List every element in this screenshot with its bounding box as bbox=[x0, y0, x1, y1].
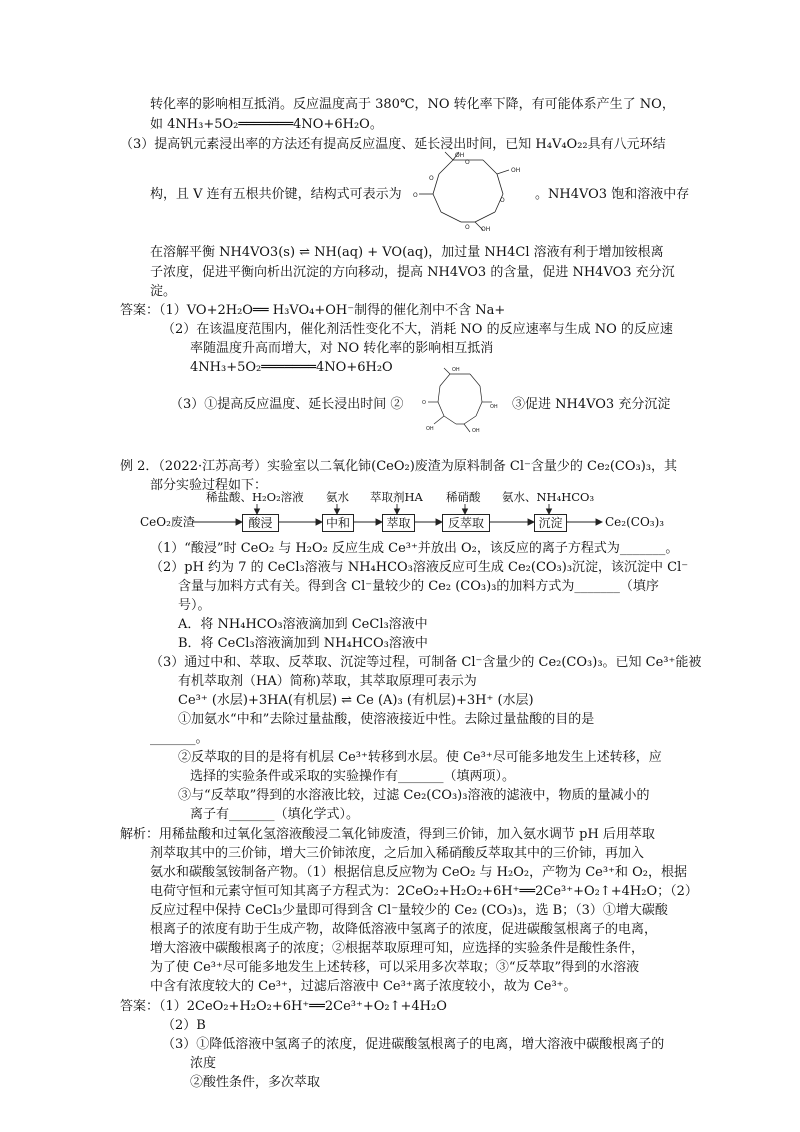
text-line: 子浓度，促进平衡向析出沉淀的方向移动，提高 NH4VO3 的含量，促进 NH4VO3 充分沉 bbox=[150, 265, 675, 280]
analysis-line: 增大溶液中碳酸根离子的浓度；②根据萃取原理可知，应选择的实验条件是酸性条件， bbox=[150, 941, 645, 956]
option-a: A．将 NH₄HCO₃溶液滴加到 CeCl₃溶液中 bbox=[178, 617, 428, 632]
ring-o-label: O bbox=[465, 224, 470, 231]
question-line: 号）。 bbox=[178, 598, 211, 613]
question-line: ②反萃取的目的是将有机层 Ce³⁺转移到水层。使 Ce³⁺尽可能多地发生上述转移，应 bbox=[178, 750, 662, 765]
flow-start-label: CeO₂废渣 bbox=[140, 515, 195, 529]
answer-line: 答案：（1）2CeO₂+H₂O₂+6H⁺══2Ce³⁺+O₂↑+4H₂O bbox=[120, 999, 447, 1014]
v4o12-ring-structure bbox=[420, 366, 500, 434]
text-line: 在溶解平衡 NH4VO3(s) ⇌ NH(aq) + VO(aq)，加过量 NH4Cl 溶液有利于增加铵根离 bbox=[150, 245, 664, 260]
flow-reagent: 氨水、NH₄HCO₃ bbox=[502, 490, 595, 504]
flow-step-box: 萃取 bbox=[382, 514, 415, 532]
question-line: 含量与加料方式有关。得到含 Cl⁻量较少的 Ce₂ (CO₃)₃的加料方式为_______（填序 bbox=[178, 579, 659, 594]
analysis-line: 反应过程中保持 CeCl₃少量即可得到含 Cl⁻量较少的 Ce₂ (CO₃)₃，选 B；（3）①增大碳酸 bbox=[150, 903, 668, 918]
analysis-line: 电荷守恒和元素守恒可知其离子方程式为：2CeO₂+H₂O₂+6H⁺══2Ce³⁺+O₂↑+4H₂O；（2） bbox=[150, 884, 698, 899]
question-line: 有机萃取剂（HA）简称)萃取，其萃取原理可表示为 bbox=[178, 674, 477, 689]
flow-reagent: 萃取剂HA bbox=[370, 490, 423, 504]
flow-reagent: 稀盐酸、H₂O₂溶液 bbox=[206, 490, 304, 504]
ring-oh-label: OH bbox=[426, 426, 434, 432]
flow-step-box: 中和 bbox=[322, 514, 354, 532]
text-line: 部分实验过程如下： bbox=[150, 478, 268, 493]
question-line: _______。 bbox=[150, 731, 209, 746]
answer-line: （2）在该温度范围内，催化剂活性变化不大，消耗 NO 的反应速率与生成 NO 的反应速 bbox=[162, 322, 673, 337]
text-line: 构，且 V 连有五根共价键，结构式可表示为 bbox=[150, 187, 402, 202]
question-line: 离子有_______（填化学式）。 bbox=[190, 807, 360, 822]
answer-line: （3）①提高反应温度、延长浸出时间 ② bbox=[170, 397, 404, 412]
text-line: 淀。 bbox=[150, 284, 177, 299]
ring-o-label: O bbox=[429, 175, 434, 182]
analysis-line: 解析：用稀盐酸和过氧化氢溶液酸浸二氧化铈废渣，得到三价铈，加入氨水调节 pH 后用萃取 bbox=[120, 827, 655, 842]
ring-oh-label: OH bbox=[511, 167, 521, 174]
ring-oh-label: OH bbox=[472, 428, 480, 434]
answer-line: （2）B bbox=[162, 1018, 206, 1033]
example-title: 例 2．（2022·江苏高考）实验室以二氧化铈(CeO₂)废渣为原料制备 Cl⁻含量少的 Ce₂(CO₃)₃，其 bbox=[120, 459, 678, 474]
flow-reagent: 稀硝酸 bbox=[446, 490, 481, 504]
ring-o-label: O bbox=[422, 400, 426, 406]
ring-oh-label: OH bbox=[490, 404, 498, 410]
analysis-line: 剂萃取其中的三价铈，增大三价铈浓度，之后加入稀硝酸反萃取其中的三价铈，再加入 bbox=[150, 846, 645, 861]
answer-line: （3）①降低溶液中氢离子的浓度，促进碳酸氢根离子的电离，增大溶液中碳酸根离子的 bbox=[162, 1037, 665, 1052]
question-line: ①加氨水“中和”去除过量盐酸，使溶液接近中性。去除过量盐酸的目的是 bbox=[178, 712, 595, 727]
answer-line: 率随温度升高而增大，对 NO 转化率的影响相互抵消 bbox=[190, 341, 494, 356]
v4o12-ring-structure bbox=[405, 150, 535, 232]
process-flow-diagram bbox=[140, 490, 700, 538]
text-line: 如 4NH₃+5O₂═══════4NO+6H₂O。 bbox=[150, 117, 383, 132]
question-line: 选择的实验条件或采取的实验操作有_______（填两项）。 bbox=[190, 769, 516, 784]
flow-end-label: Ce₂(CO₃)₃ bbox=[605, 515, 665, 529]
flow-step-box: 反萃取 bbox=[442, 514, 490, 532]
ring-o-label: O bbox=[465, 159, 470, 166]
answer-line: ③促进 NH4VO3 充分沉淀 bbox=[512, 397, 671, 412]
ring-oh-label: OH bbox=[452, 367, 460, 373]
ring-o-label: O bbox=[500, 197, 505, 204]
analysis-line: 根离子的浓度有助于生成产物，故降低溶液中氢离子的浓度，促进碳酸氢根离子的电离， bbox=[150, 922, 658, 937]
analysis-line: 为了使 Ce³⁺尽可能多地发生上述转移，可以采用多次萃取；③“反萃取”得到的水溶液 bbox=[150, 960, 640, 975]
ring-o-label: O bbox=[413, 192, 418, 199]
analysis-line: 氨水和碳酸氢铵制备产物。（1）根据信息反应物为 CeO₂ 与 H₂O₂，产物为 Ce³⁺和 O₂，根据 bbox=[150, 865, 687, 880]
flow-reagent: 氨水 bbox=[326, 490, 349, 504]
question-line: （2）pH 约为 7 的 CeCl₃溶液与 NH₄HCO₃溶液反应可生成 Ce₂(CO₃)₃沉淀，该沉淀中 Cl⁻ bbox=[150, 560, 689, 575]
ring-oh-label: OH bbox=[481, 226, 491, 232]
text-line: 。NH4VO3 饱和溶液中存 bbox=[535, 187, 690, 202]
answer-line: ②酸性条件，多次萃取 bbox=[190, 1075, 321, 1090]
flow-step-box: 酸浸 bbox=[242, 514, 279, 532]
answer-line: 答案：（1）VO+2H₂O══ H₃VO₄+OH⁻制得的催化剂中不含 Na+ bbox=[120, 303, 506, 318]
equilibrium-equation: Ce³⁺ (水层)+3HA(有机层) ⇌ Ce (A)₃ (有机层)+3H⁺ (水层) bbox=[178, 693, 534, 708]
flow-step-box: 沉淀 bbox=[534, 514, 567, 532]
question-line: （1）“酸浸”时 CeO₂ 与 H₂O₂ 反应生成 Ce³⁺并放出 O₂，该反应的离子方程式为_______。 bbox=[150, 541, 679, 556]
option-b: B．将 CeCl₃溶液滴加到 NH₄HCO₃溶液中 bbox=[178, 636, 428, 651]
text-line: （3）提高钒元素浸出率的方法还有提高反应温度、延长浸出时间，已知 H₄V₄O₂₂具有八元环结 bbox=[120, 137, 666, 152]
question-line: ③与“反萃取”得到的水溶液比较，过滤 Ce₂(CO₃)₃溶液的滤液中，物质的量减小的 bbox=[178, 788, 650, 803]
analysis-line: 中含有浓度较大的 Ce³⁺，过滤后溶液中 Ce³⁺离子浓度较小，故为 Ce³⁺。 bbox=[150, 979, 577, 994]
text-line: 转化率的影响相互抵消。反应温度高于 380℃，NO 转化率下降，有可能体系产生了 NO， bbox=[150, 97, 675, 112]
answer-line: 4NH₃+5O₂═══════4NO+6H₂O bbox=[190, 360, 393, 375]
answer-line: 浓度 bbox=[190, 1056, 217, 1071]
question-line: （3）通过中和、萃取、反萃取、沉淀等过程，可制备 Cl⁻含量少的 Ce₂(CO₃)₃。已知 Ce³⁺能被 bbox=[150, 655, 702, 670]
ring-oh-label: OH bbox=[455, 152, 465, 159]
